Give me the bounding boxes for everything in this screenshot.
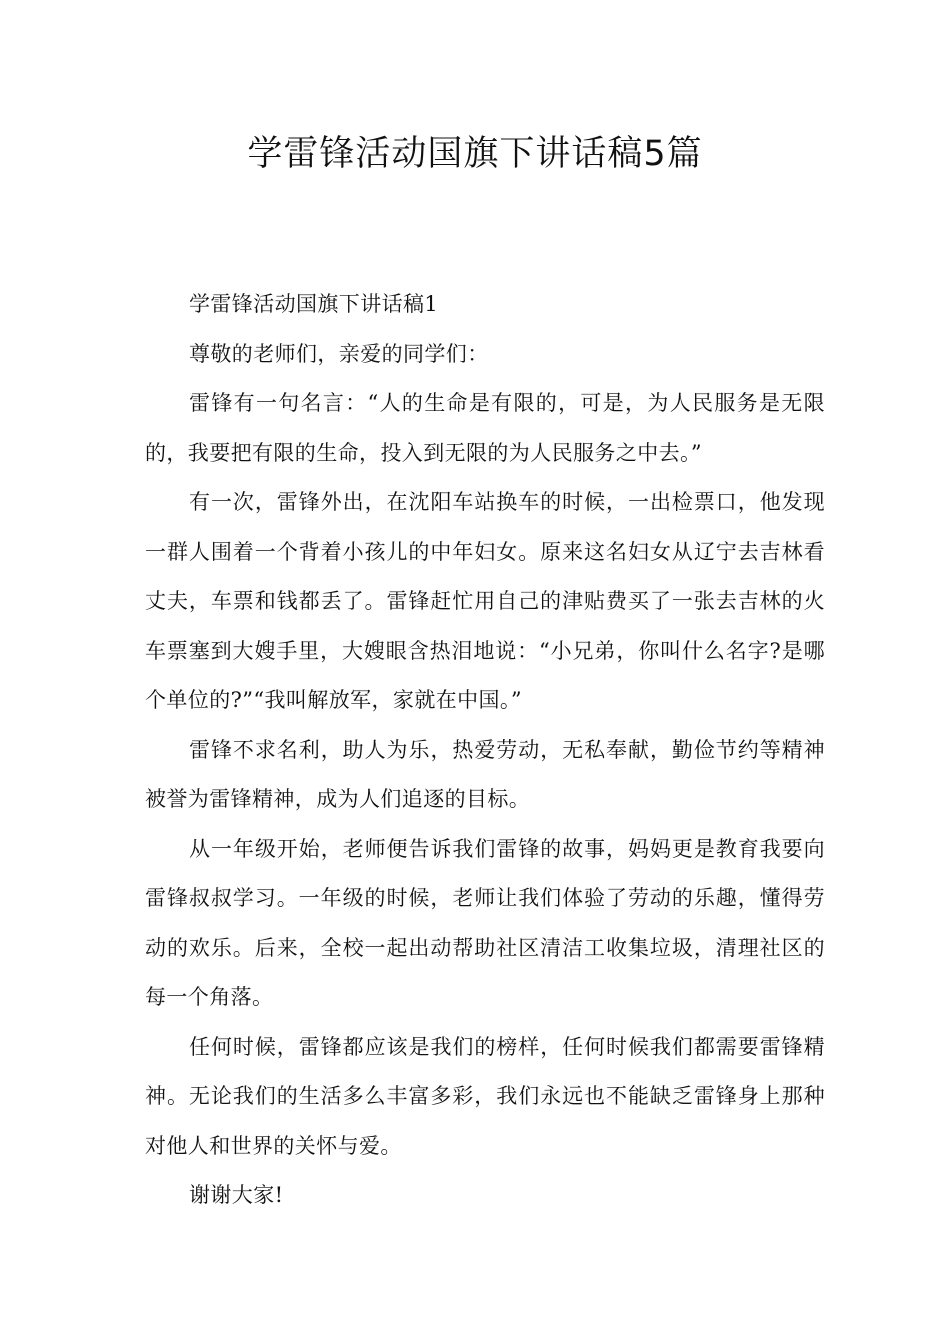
body-paragraph: 雷锋有一句名言：“人的生命是有限的，可是，为人民服务是无限的，我要把有限的生命，投入到无限的为人民服务之中去。” [145, 391, 825, 465]
salutation: 尊敬的老师们，亲爱的同学们： [189, 341, 489, 366]
body-paragraph: 任何时候，雷锋都应该是我们的榜样，任何时候我们都需要雷锋精神。无论我们的生活多么丰富多彩，我们永远也不能缺乏雷锋身上那种对他人和世界的关怀与爱。 [145, 1034, 825, 1158]
body-paragraph: 雷锋不求名利，助人为乐，热爱劳动，无私奉献，勤俭节约等精神被誉为雷锋精神，成为人们追逐的目标。 [145, 737, 825, 811]
document-body [145, 280, 825, 1221]
closing-line: 谢谢大家! [189, 1183, 284, 1207]
body-paragraph: 从一年级开始，老师便告诉我们雷锋的故事，妈妈更是教育我要向雷锋叔叔学习。一年级的时候，老师让我们体验了劳动的乐趣，懂得劳动的欢乐。后来，全校一起出动帮助社区清洁工收集垃圾，清理社区的每一个角落。 [145, 836, 825, 1009]
document-title: 学雷锋活动国旗下讲话稿5篇 [247, 134, 703, 174]
section-heading: 学雷锋活动国旗下讲话稿1 [189, 292, 439, 316]
body-paragraph: 有一次，雷锋外出，在沈阳车站换车的时候，一出检票口，他发现一群人围着一个背着小孩儿的中年妇女。原来这名妇女从辽宁去吉林看丈夫，车票和钱都丢了。雷锋赶忙用自己的津贴费买了一张去吉林的火车票塞到大嫂手里，大嫂眼含热泪地说：“小兄弟，你叫什么名字?是哪个单位的?”“我叫解放军，家就在中国。” [145, 490, 825, 712]
